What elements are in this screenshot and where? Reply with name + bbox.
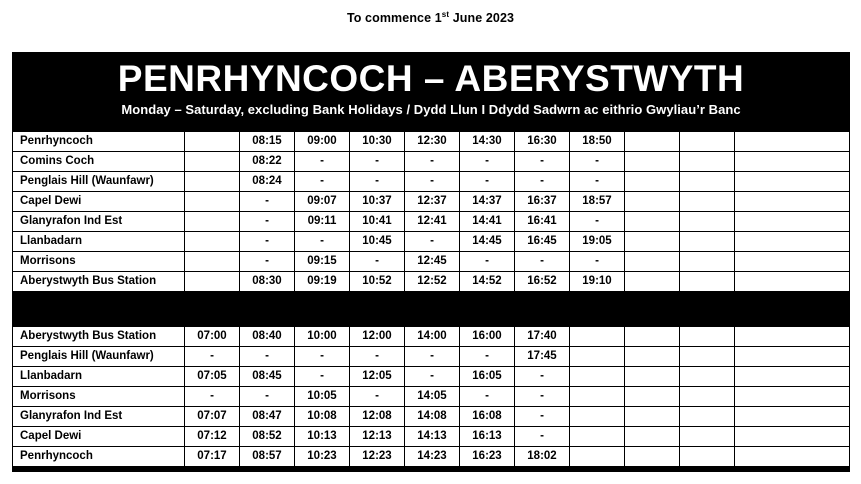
time-cell: [185, 231, 240, 251]
time-cell: 19:05: [570, 231, 625, 251]
divider-middle: [12, 292, 850, 326]
time-cell: [680, 131, 735, 151]
time-cell: 08:57: [240, 446, 295, 466]
table-row: [13, 251, 850, 271]
time-cell: [185, 131, 240, 151]
time-cell: -: [295, 231, 350, 251]
time-cell: [570, 366, 625, 386]
time-cell: 18:02: [515, 446, 570, 466]
time-cell: -: [350, 171, 405, 191]
time-cell: 12:00: [350, 326, 405, 346]
time-cell: -: [460, 346, 515, 366]
time-cell: [185, 271, 240, 291]
time-cell: [680, 326, 735, 346]
time-cell: 09:11: [295, 211, 350, 231]
time-cell: 10:23: [295, 446, 350, 466]
stop-name-cell: Capel Dewi: [13, 191, 185, 211]
time-cell: 18:57: [570, 191, 625, 211]
time-cell: -: [295, 151, 350, 171]
time-cell: 09:07: [295, 191, 350, 211]
table-row: [13, 446, 850, 466]
time-cell: -: [240, 346, 295, 366]
time-cell: [680, 271, 735, 291]
time-cell: -: [240, 386, 295, 406]
table-row: [13, 426, 850, 446]
time-cell: [735, 231, 850, 251]
time-cell: 14:05: [405, 386, 460, 406]
time-cell: [625, 346, 680, 366]
time-cell: 16:13: [460, 426, 515, 446]
time-cell: 17:45: [515, 346, 570, 366]
time-cell: 12:13: [350, 426, 405, 446]
time-cell: [735, 271, 850, 291]
time-cell: [625, 366, 680, 386]
time-cell: 07:17: [185, 446, 240, 466]
time-cell: [735, 191, 850, 211]
commence-suffix: June 2023: [449, 11, 515, 26]
time-cell: 08:40: [240, 326, 295, 346]
time-cell: [680, 446, 735, 466]
time-cell: [680, 426, 735, 446]
time-cell: [735, 326, 850, 346]
time-cell: 16:52: [515, 271, 570, 291]
time-cell: -: [515, 366, 570, 386]
time-cell: 14:52: [460, 271, 515, 291]
time-cell: 14:41: [460, 211, 515, 231]
time-cell: 08:30: [240, 271, 295, 291]
time-cell: [625, 251, 680, 271]
time-cell: [735, 346, 850, 366]
time-cell: -: [295, 171, 350, 191]
time-cell: -: [515, 426, 570, 446]
time-cell: 16:08: [460, 406, 515, 426]
time-cell: 16:23: [460, 446, 515, 466]
time-cell: 07:00: [185, 326, 240, 346]
table-row: [13, 131, 850, 151]
time-cell: -: [460, 151, 515, 171]
time-cell: [680, 231, 735, 251]
time-cell: -: [240, 231, 295, 251]
stop-name-cell: Glanyrafon Ind Est: [13, 406, 185, 426]
stop-name-cell: Aberystwyth Bus Station: [13, 326, 185, 346]
time-cell: 14:37: [460, 191, 515, 211]
time-cell: 16:37: [515, 191, 570, 211]
time-cell: [680, 406, 735, 426]
table-row: [13, 171, 850, 191]
time-cell: -: [295, 346, 350, 366]
time-cell: [570, 326, 625, 346]
time-cell: [735, 446, 850, 466]
time-cell: -: [515, 171, 570, 191]
time-cell: [570, 446, 625, 466]
time-cell: [625, 446, 680, 466]
time-cell: [735, 211, 850, 231]
time-cell: [185, 191, 240, 211]
time-cell: 10:45: [350, 231, 405, 251]
time-cell: 18:50: [570, 131, 625, 151]
time-cell: [185, 251, 240, 271]
time-cell: -: [350, 151, 405, 171]
time-cell: 08:52: [240, 426, 295, 446]
table-row: [13, 151, 850, 171]
time-cell: 12:41: [405, 211, 460, 231]
time-cell: 08:47: [240, 406, 295, 426]
time-cell: -: [350, 346, 405, 366]
table-row: [13, 211, 850, 231]
outbound-timetable: [12, 131, 850, 292]
stop-name-cell: Glanyrafon Ind Est: [13, 211, 185, 231]
stop-name-cell: Penrhyncoch: [13, 446, 185, 466]
time-cell: 14:23: [405, 446, 460, 466]
time-cell: -: [515, 251, 570, 271]
time-cell: 12:30: [405, 131, 460, 151]
time-cell: [735, 386, 850, 406]
time-cell: 16:30: [515, 131, 570, 151]
stop-name-cell: Aberystwyth Bus Station: [13, 271, 185, 291]
table-row: [13, 346, 850, 366]
time-cell: [625, 386, 680, 406]
time-cell: 16:00: [460, 326, 515, 346]
time-cell: -: [240, 251, 295, 271]
time-cell: [185, 171, 240, 191]
inbound-timetable: [12, 326, 850, 467]
time-cell: -: [460, 251, 515, 271]
time-cell: -: [405, 231, 460, 251]
time-cell: [680, 171, 735, 191]
time-cell: -: [350, 251, 405, 271]
time-cell: [735, 426, 850, 446]
time-cell: 10:08: [295, 406, 350, 426]
time-cell: 16:05: [460, 366, 515, 386]
time-cell: 16:41: [515, 211, 570, 231]
time-cell: [680, 366, 735, 386]
commence-date: [0, 0, 861, 25]
time-cell: -: [570, 151, 625, 171]
time-cell: 10:13: [295, 426, 350, 446]
time-cell: 09:00: [295, 131, 350, 151]
stop-name-cell: Penglais Hill (Waunfawr): [13, 346, 185, 366]
time-cell: [680, 151, 735, 171]
time-cell: 10:00: [295, 326, 350, 346]
time-cell: [735, 131, 850, 151]
stop-name-cell: Capel Dewi: [13, 426, 185, 446]
commence-ordinal: st: [441, 10, 450, 19]
time-cell: 10:30: [350, 131, 405, 151]
time-cell: 14:13: [405, 426, 460, 446]
time-cell: -: [515, 151, 570, 171]
stop-name-cell: Comins Coch: [13, 151, 185, 171]
time-cell: [625, 406, 680, 426]
time-cell: 16:45: [515, 231, 570, 251]
time-cell: 14:00: [405, 326, 460, 346]
time-cell: [680, 211, 735, 231]
time-cell: [570, 346, 625, 366]
time-cell: -: [405, 366, 460, 386]
time-cell: [625, 326, 680, 346]
time-cell: 12:37: [405, 191, 460, 211]
time-cell: 19:10: [570, 271, 625, 291]
time-cell: [570, 406, 625, 426]
time-cell: -: [405, 151, 460, 171]
time-cell: [570, 426, 625, 446]
time-cell: -: [460, 171, 515, 191]
timetable-poster: [12, 52, 850, 472]
time-cell: [680, 191, 735, 211]
time-cell: [735, 251, 850, 271]
time-cell: 12:08: [350, 406, 405, 426]
time-cell: -: [405, 346, 460, 366]
stop-name-cell: Llanbadarn: [13, 366, 185, 386]
time-cell: -: [515, 386, 570, 406]
time-cell: [185, 151, 240, 171]
time-cell: -: [295, 366, 350, 386]
time-cell: -: [570, 171, 625, 191]
table-row: [13, 366, 850, 386]
divider-bottom: [12, 467, 850, 472]
time-cell: 09:15: [295, 251, 350, 271]
time-cell: [625, 191, 680, 211]
time-cell: 17:40: [515, 326, 570, 346]
time-cell: [625, 131, 680, 151]
time-cell: [735, 406, 850, 426]
time-cell: 14:08: [405, 406, 460, 426]
time-cell: 10:37: [350, 191, 405, 211]
time-cell: 12:05: [350, 366, 405, 386]
time-cell: 08:22: [240, 151, 295, 171]
time-cell: [625, 211, 680, 231]
time-cell: 07:12: [185, 426, 240, 446]
table-row: [13, 271, 850, 291]
commence-prefix: To commence 1: [346, 11, 442, 26]
time-cell: [185, 211, 240, 231]
time-cell: 12:23: [350, 446, 405, 466]
time-cell: 12:45: [405, 251, 460, 271]
stop-name-cell: Penglais Hill (Waunfawr): [13, 171, 185, 191]
time-cell: -: [185, 386, 240, 406]
time-cell: 08:45: [240, 366, 295, 386]
time-cell: [735, 171, 850, 191]
time-cell: [735, 366, 850, 386]
stop-name-cell: Llanbadarn: [13, 231, 185, 251]
time-cell: -: [185, 346, 240, 366]
time-cell: 09:19: [295, 271, 350, 291]
time-cell: -: [405, 171, 460, 191]
time-cell: [570, 386, 625, 406]
table-row: [13, 406, 850, 426]
time-cell: 14:30: [460, 131, 515, 151]
time-cell: -: [350, 386, 405, 406]
table-row: [13, 231, 850, 251]
time-cell: 10:52: [350, 271, 405, 291]
time-cell: -: [240, 191, 295, 211]
time-cell: 08:24: [240, 171, 295, 191]
table-row: [13, 326, 850, 346]
time-cell: -: [570, 211, 625, 231]
time-cell: -: [570, 251, 625, 271]
time-cell: 08:15: [240, 131, 295, 151]
time-cell: 07:05: [185, 366, 240, 386]
table-row: [13, 191, 850, 211]
time-cell: [680, 386, 735, 406]
page-title: PENRHYNCOCH – ABERYSTWYTH: [117, 58, 745, 99]
time-cell: 10:41: [350, 211, 405, 231]
time-cell: 07:07: [185, 406, 240, 426]
time-cell: [735, 151, 850, 171]
time-cell: [625, 231, 680, 251]
time-cell: [680, 346, 735, 366]
time-cell: -: [240, 211, 295, 231]
stop-name-cell: Morrisons: [13, 251, 185, 271]
time-cell: -: [460, 386, 515, 406]
time-cell: 12:52: [405, 271, 460, 291]
stop-name-cell: Penrhyncoch: [13, 131, 185, 151]
poster-subtitle: Monday – Saturday, excluding Bank Holidays / Dydd Llun I Ddydd Sadwrn ac eithrio Gwyliau’r Banc: [121, 101, 741, 117]
stop-name-cell: Morrisons: [13, 386, 185, 406]
time-cell: -: [515, 406, 570, 426]
time-cell: [625, 271, 680, 291]
time-cell: [680, 251, 735, 271]
time-cell: 10:05: [295, 386, 350, 406]
time-cell: [625, 171, 680, 191]
time-cell: [625, 426, 680, 446]
table-row: [13, 386, 850, 406]
time-cell: 14:45: [460, 231, 515, 251]
time-cell: [625, 151, 680, 171]
